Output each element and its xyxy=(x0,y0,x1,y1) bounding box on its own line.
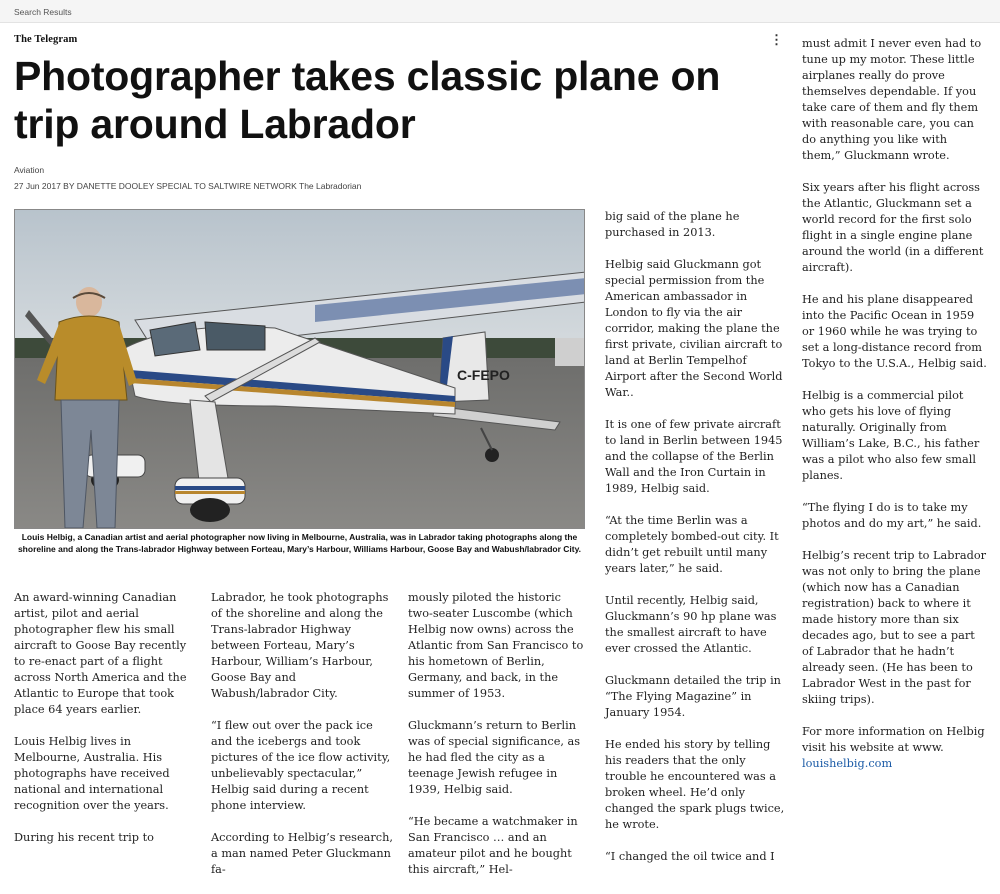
plane-registration: C-FEPO xyxy=(457,367,510,383)
paragraph: “I changed the oil twice and I xyxy=(605,850,775,863)
paragraph: Helbig is a commercial pilot who gets his love of flying naturally. Originally from William’s Lake, B.C., his father was a pilot who also few small planes. xyxy=(802,389,980,482)
paragraph: During his recent trip to xyxy=(14,831,154,844)
paragraph: Helbig said Gluckmann got special permission from the American ambassador in London to fly via the air corridor, making the plane the first private, civilian aircraft to land at Berlin Tempelhof Airport after the Second World War.. xyxy=(605,258,783,399)
article-column-1 xyxy=(14,590,194,862)
paragraph: He ended his story by telling his readers that the only trouble he encountered was a broken wheel. He’d only changed the spark plugs twice, he wrote. xyxy=(605,738,785,831)
paragraph: “He became a watchmaker in San Francisco … and an amateur pilot and he bought this aircraft,” Hel- xyxy=(408,815,578,876)
paragraph: mously piloted the historic two-seater Luscombe (which Helbig now owns) across the Atlantic from San Francisco to his hometown of Berlin, Germany, and back, in the summer of 1953. xyxy=(408,591,584,700)
paragraph: Gluckmann’s return to Berlin was of special significance, as he had fled the city as a teenage Jewish refugee in 1939, Helbig said. xyxy=(408,719,581,796)
paragraph: An award-winning Canadian artist, pilot and aerial photographer flew his small aircraft to Goose Bay recently to re-enact part of a flight across North America and the Atlantic to Europe that took place 64 years earlier. xyxy=(14,591,187,716)
paragraph: According to Helbig’s research, a man named Peter Gluckmann fa- xyxy=(211,831,393,876)
publication-logo: The Telegram xyxy=(14,34,78,45)
paragraph: It is one of few private aircraft to land in Berlin between 1945 and the collapse of the Berlin Wall and the Iron Curtain in 1989, Helbig said. xyxy=(605,418,783,495)
more-options-icon[interactable]: ⋮ xyxy=(770,32,783,47)
section-label: Aviation xyxy=(14,165,45,175)
paragraph: “At the time Berlin was a completely bombed-out city. It didn’t get rebuilt until many years later,” he said. xyxy=(605,514,779,575)
article-column-3 xyxy=(408,590,588,894)
website-link[interactable]: louishelbig.com xyxy=(802,757,893,770)
paragraph: He and his plane disappeared into the Pacific Ocean in 1959 or 1960 while he was trying to set a long-distance record from Tokyo to the U.S.A., Helbig said. xyxy=(802,293,987,370)
paragraph-text: For more information on Helbig visit his website at www. xyxy=(802,725,985,754)
paragraph: Gluckmann detailed the trip in “The Flying Magazine” in January 1954. xyxy=(605,674,781,719)
paragraph: Six years after his flight across the Atlantic, Gluckmann set a world record for the first solo flight in a single engine plane around the world (in a different aircraft). xyxy=(802,181,984,274)
paragraph xyxy=(802,724,987,772)
article-column-2 xyxy=(211,590,393,894)
search-results-label[interactable]: Search Results xyxy=(14,7,72,17)
paragraph: Helbig’s recent trip to Labrador was not only to bring the plane (which now has a Canadian registration) back to where it made history more than six decades ago, but to see a part of Labrador that he hadn’t already seen. (He has been to Labrador West in the past for skiing trips). xyxy=(802,549,987,706)
article-photo xyxy=(14,209,585,529)
paragraph: “The flying I do is to take my photos and do my art,” he said. xyxy=(802,501,982,530)
paragraph: Louis Helbig lives in Melbourne, Australia. His photographs have received national and international recognition over the years. xyxy=(14,735,170,812)
paragraph: Until recently, Helbig said, Gluckmann’s 90 hp plane was the smallest aircraft to have ever crossed the Atlantic. xyxy=(605,594,777,655)
paragraph: “I flew out over the pack ice and the icebergs and took pictures of the ice flow activity, unbelievably spectacular,” Helbig said during a recent phone interview. xyxy=(211,719,391,812)
byline: 27 Jun 2017 BY DANETTE DOOLEY SPECIAL TO SALTWIRE NETWORK The Labradorian xyxy=(14,181,362,191)
article-headline: Photographer takes classic plane on trip around Labrador xyxy=(14,53,721,147)
paragraph: big said of the plane he purchased in 2013. xyxy=(605,210,740,239)
paragraph: Labrador, he took photographs of the shoreline and along the Trans-labrador Highway between Forteau, Mary’s Harbour, William’s Harbour, Goose Bay and Wabush/labrador City. xyxy=(211,591,389,700)
paragraph: must admit I never even had to tune up my motor. These little airplanes really do prove themselves dependable. If you take care of them and fly them with reasonable care, you can do anything you like with them,” Gluckmann wrote. xyxy=(802,37,982,162)
article-column-4 xyxy=(605,209,785,881)
article-column-5 xyxy=(802,36,987,788)
photo-caption: Louis Helbig, a Canadian artist and aerial photographer now living in Melbourne, Australia, was in Labrador taking photographs along the shoreline and along the Trans-labrador Highway between Forteau, Mary’s Harbour, Williams Harbour, Goose Bay and Wabush/labrador City. xyxy=(17,532,582,554)
search-results-bar xyxy=(0,0,1000,23)
